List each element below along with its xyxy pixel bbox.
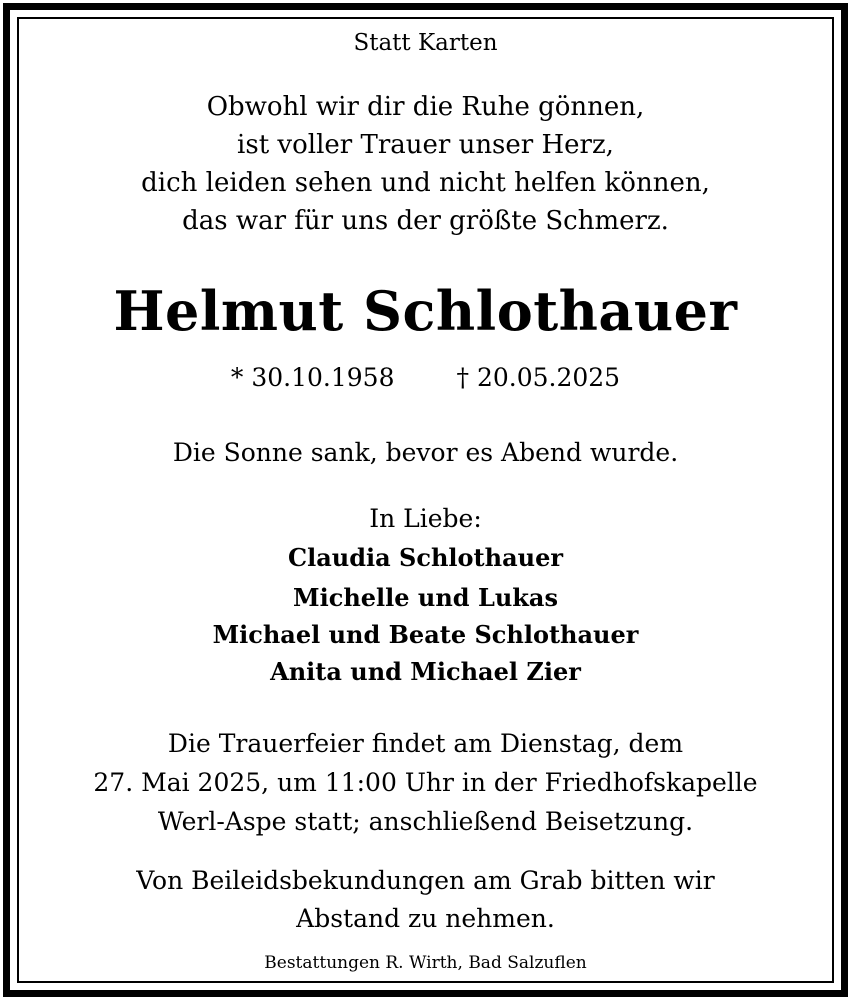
death-date: † 20.05.2025 [456,363,621,392]
poem-line-3: dich leiden sehen und nicht helfen können, [141,168,710,198]
deceased-name: Helmut Schlothauer [113,279,738,343]
funeral-line-2: 27. Mai 2025, um 11:00 Uhr in der Friedhofskapelle [93,768,758,797]
funeral-line-3: Werl-Aspe statt; anschließend Beisetzung. [157,807,694,836]
in-love-label: In Liebe: [369,504,482,533]
quote: Die Sonne sank, bevor es Abend wurde. [172,438,679,467]
funeral-line-1: Die Trauerfeier findet am Dienstag, dem [167,729,684,758]
family-member: Michael und Beate Schlothauer [212,620,639,649]
family-member: Claudia Schlothauer [288,543,563,572]
poem-line-4: das war für uns der größte Schmerz. [182,206,669,236]
condolence-line-1: Von Beileidsbekundungen am Grab bitten wir [136,866,715,895]
life-dates [0,365,851,390]
poem-line-2: ist voller Trauer unser Herz, [237,130,614,160]
family-member: Michelle und Lukas [293,583,558,612]
condolence-line-2: Abstand zu nehmen. [296,904,555,933]
funeral-home: Bestattungen R. Wirth, Bad Salzuflen [264,953,587,973]
header-statt-karten: Statt Karten [353,30,498,56]
inner-border [17,17,834,983]
family-member: Anita und Michael Zier [270,657,581,686]
birth-date: * 30.10.1958 [230,363,395,392]
poem-line-1: Obwohl wir dir die Ruhe gönnen, [206,92,645,122]
